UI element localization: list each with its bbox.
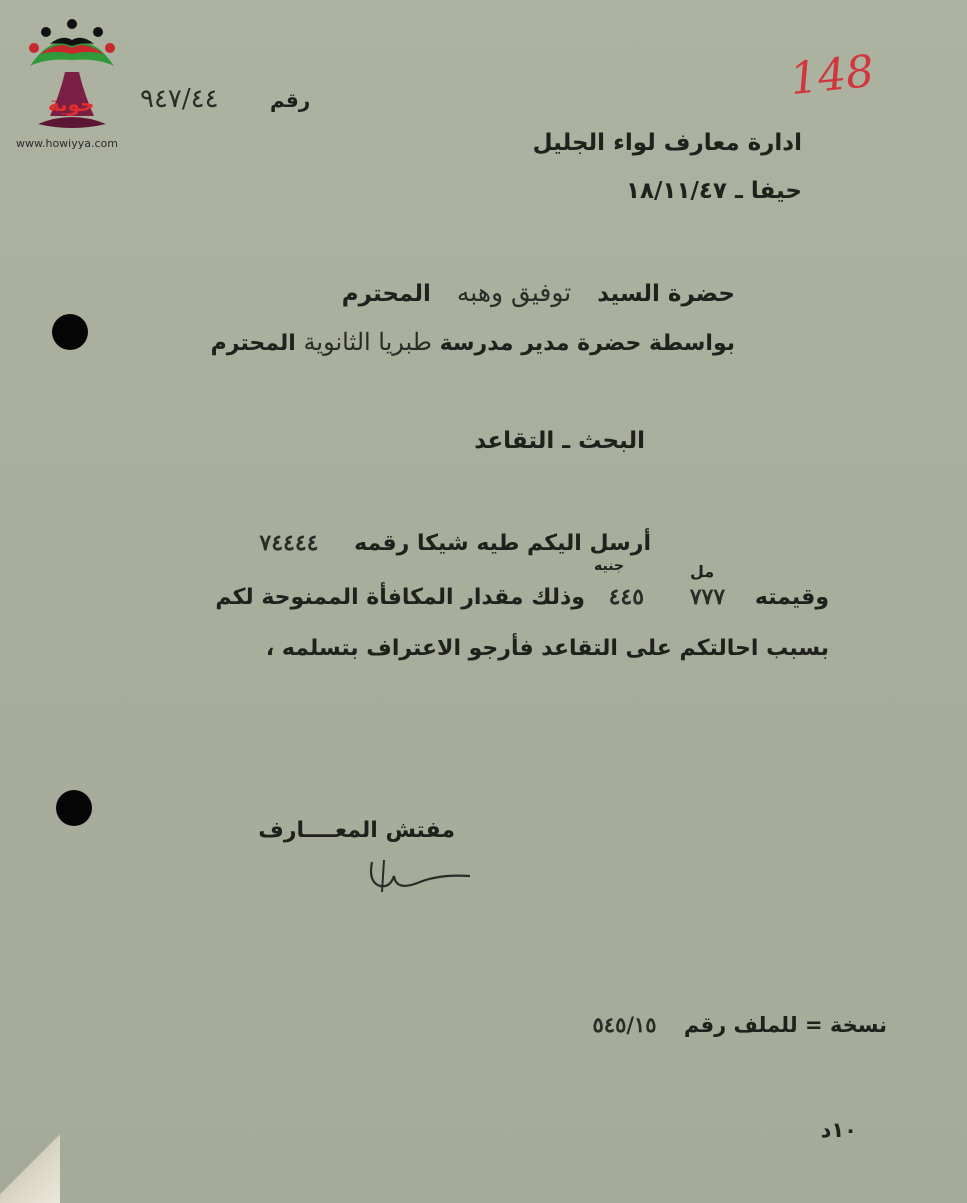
addressee-name: توفيق وهبه: [456, 278, 572, 307]
cheque-number: ٧٤٤٤٤: [259, 530, 319, 556]
signature-scribble: [360, 852, 480, 897]
subject-line: البحث ـ التقاعد: [474, 428, 645, 454]
via-line: [211, 328, 735, 356]
howiyya-logo: [10, 14, 145, 154]
punch-hole-bottom: [56, 790, 92, 826]
logo-url-text: www.howiyya.com: [16, 137, 118, 150]
copy-label: نسخة = للملف رقم: [683, 1013, 887, 1037]
amount-pound: ٤٤٥: [608, 584, 645, 610]
via-school: طبريا الثانوية: [303, 328, 432, 356]
logo-text: حوية: [48, 92, 95, 116]
value-label: وقيمته: [754, 585, 829, 610]
page-corner: [0, 1123, 60, 1203]
body-line-2-text: وذلك مقدار المكافأة الممنوحة لكم: [215, 585, 585, 610]
reference-label: رقم: [270, 88, 311, 112]
punch-hole-top: [52, 314, 88, 350]
copy-file-number: ٥٤٥/١٥: [592, 1012, 657, 1037]
via-prefix: بواسطة حضرة مدير مدرسة: [439, 331, 735, 356]
office-heading: ادارة معارف لواء الجليل: [532, 130, 802, 156]
mil-label: مل: [690, 562, 715, 581]
signatory-title: مفتش المعــــارف: [258, 818, 455, 843]
pound-label: جنيه: [594, 558, 625, 574]
addressee-suffix: المحترم: [341, 281, 431, 307]
typist-initials: ١٠د: [820, 1118, 857, 1142]
body-line-1: [259, 530, 651, 556]
body-line-3: بسبب احالتكم على التقاعد فأرجو الاعتراف بتسلمه ،: [265, 636, 829, 661]
body-line-1-text: أرسل اليكم طيه شيكا رقمه: [354, 531, 651, 556]
via-suffix: المحترم: [210, 331, 296, 356]
body-line-2: [215, 584, 829, 610]
place-date: حيفا ـ ١٨/١١/٤٧: [625, 178, 802, 204]
addressee-line: [342, 278, 735, 307]
copy-note: [593, 1012, 887, 1037]
folio-number: 148: [787, 45, 877, 106]
reference-number: ٩٤٧/٤٤: [140, 84, 219, 114]
addressee-prefix: حضرة السيد: [597, 281, 735, 307]
amount-mil: ٧٧٧: [689, 584, 726, 610]
